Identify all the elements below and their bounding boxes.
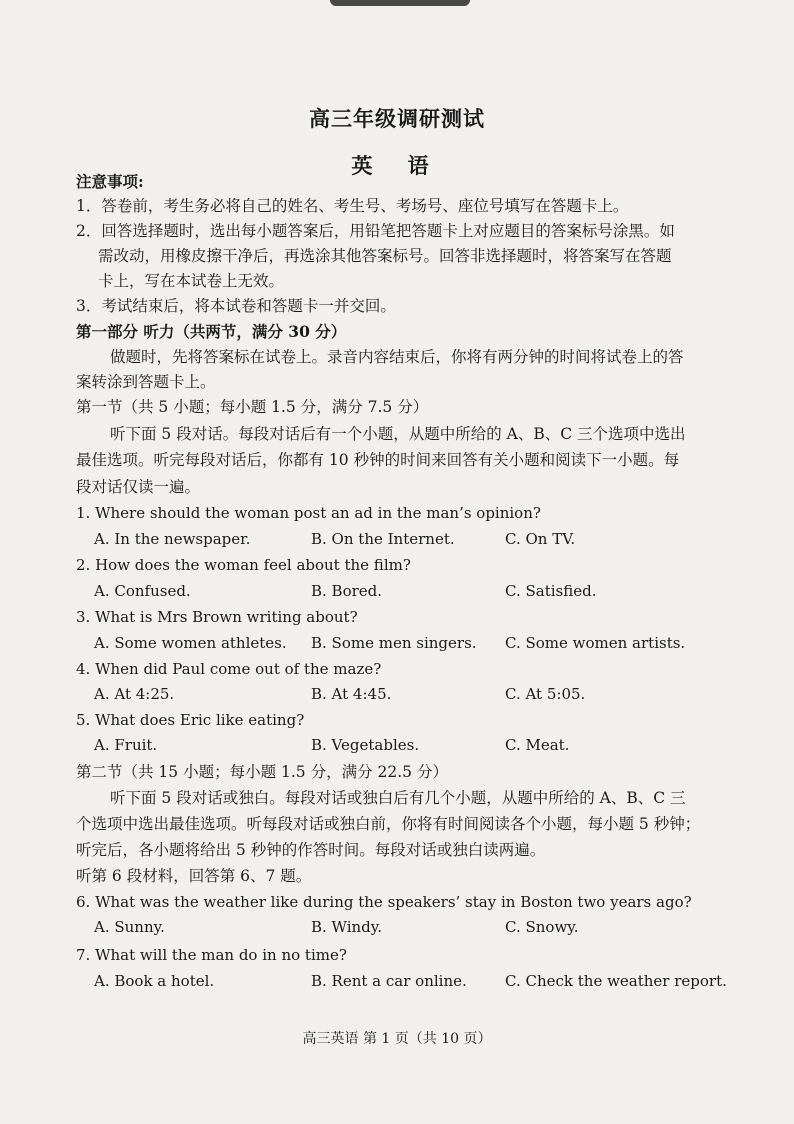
option-a: A. Book a hotel. [94,972,215,990]
section2-heading: 第二节（共 15 小题；每小题 1.5 分，满分 22.5 分） [76,763,448,781]
notice-item: 2．回答选择题时，选出每小题答案后，用铅笔把答题卡上对应题目的答案标号涂黑。如 [76,222,675,240]
notice-item: 1．答卷前，考生务必将自己的姓名、考生号、考场号、座位号填写在答题卡上。 [76,197,629,215]
option-c: C. Snowy. [505,918,579,936]
option-a: A. Sunny. [94,918,165,936]
option-a: A. Confused. [94,582,191,600]
section2-intro: 听完后，各小题将给出 5 秒钟的作答时间。每段对话或独白读两遍。 [76,841,546,859]
page-footer: 高三英语 第 1 页（共 10 页） [302,1031,492,1047]
section2-intro: 个选项中选出最佳选项。听每段对话或独白前，你将有时间阅读各个小题，每小题 5 秒钟； [76,815,701,833]
question-text: 2. How does the woman feel about the film? [76,556,411,574]
exam-title: 高三年级调研测试 [309,106,485,131]
option-b: B. Rent a car online. [311,972,467,990]
option-b: B. On the Internet. [311,530,455,548]
section1-intro: 听下面 5 段对话。每段对话后有一个小题，从题中所给的 A、B、C 三个选项中选出 [110,425,686,443]
option-b: B. Vegetables. [311,736,420,754]
notice-item: 3．考试结束后，将本试卷和答题卡一并交回。 [76,297,396,315]
option-b: B. Bored. [311,582,383,600]
option-c: C. Some women artists. [505,634,686,652]
question-text: 6. What was the weather like during the speakers’ stay in Boston two years ago? [76,893,692,911]
option-c: C. On TV. [505,530,576,548]
option-a: A. At 4:25. [94,685,175,703]
section2-material: 听第 6 段材料，回答第 6、7 题。 [76,867,312,885]
question-text: 7. What will the man do in no time? [76,946,347,964]
option-a: A. Some women athletes. [94,634,287,652]
question-text: 5. What does Eric like eating? [76,711,305,729]
part1-intro: 做题时，先将答案标在试卷上。录音内容结束后，你将有两分钟的时间将试卷上的答 [110,348,684,366]
section1-heading: 第一节（共 5 小题；每小题 1.5 分，满分 7.5 分） [76,398,429,416]
option-a: A. Fruit. [94,736,158,754]
question-text: 4. When did Paul come out of the maze? [76,660,382,678]
option-c: C. Satisfied. [505,582,597,600]
option-b: B. Windy. [311,918,383,936]
part1-heading: 第一部分 听力（共两节，满分 30 分） [76,322,347,341]
option-c: C. At 5:05. [505,685,586,703]
section2-intro: 听下面 5 段对话或独白。每段对话或独白后有几个小题，从题中所给的 A、B、C 三 [110,789,686,807]
option-c: C. Check the weather report. [505,972,727,990]
option-b: B. At 4:45. [311,685,392,703]
section1-intro: 最佳选项。听完每段对话后，你都有 10 秒钟的时间来回答有关小题和阅读下一小题。每 [76,451,680,469]
option-c: C. Meat. [505,736,570,754]
section1-intro: 段对话仅读一遍。 [76,478,201,496]
question-text: 3. What is Mrs Brown writing about? [76,608,358,626]
option-a: A. In the newspaper. [94,530,251,548]
notice-heading: 注意事项: [76,172,144,191]
question-text: 1. Where should the woman post an ad in the man’s opinion? [76,504,541,522]
notice-item: 需改动，用橡皮擦干净后，再选涂其他答案标号。回答非选择题时，将答案写在答题 [98,247,672,265]
option-b: B. Some men singers. [311,634,477,652]
part1-intro: 案转涂到答题卡上。 [76,373,216,391]
notice-item: 卡上，写在本试卷上无效。 [98,272,285,290]
exam-subject: 英 语 [351,153,443,178]
